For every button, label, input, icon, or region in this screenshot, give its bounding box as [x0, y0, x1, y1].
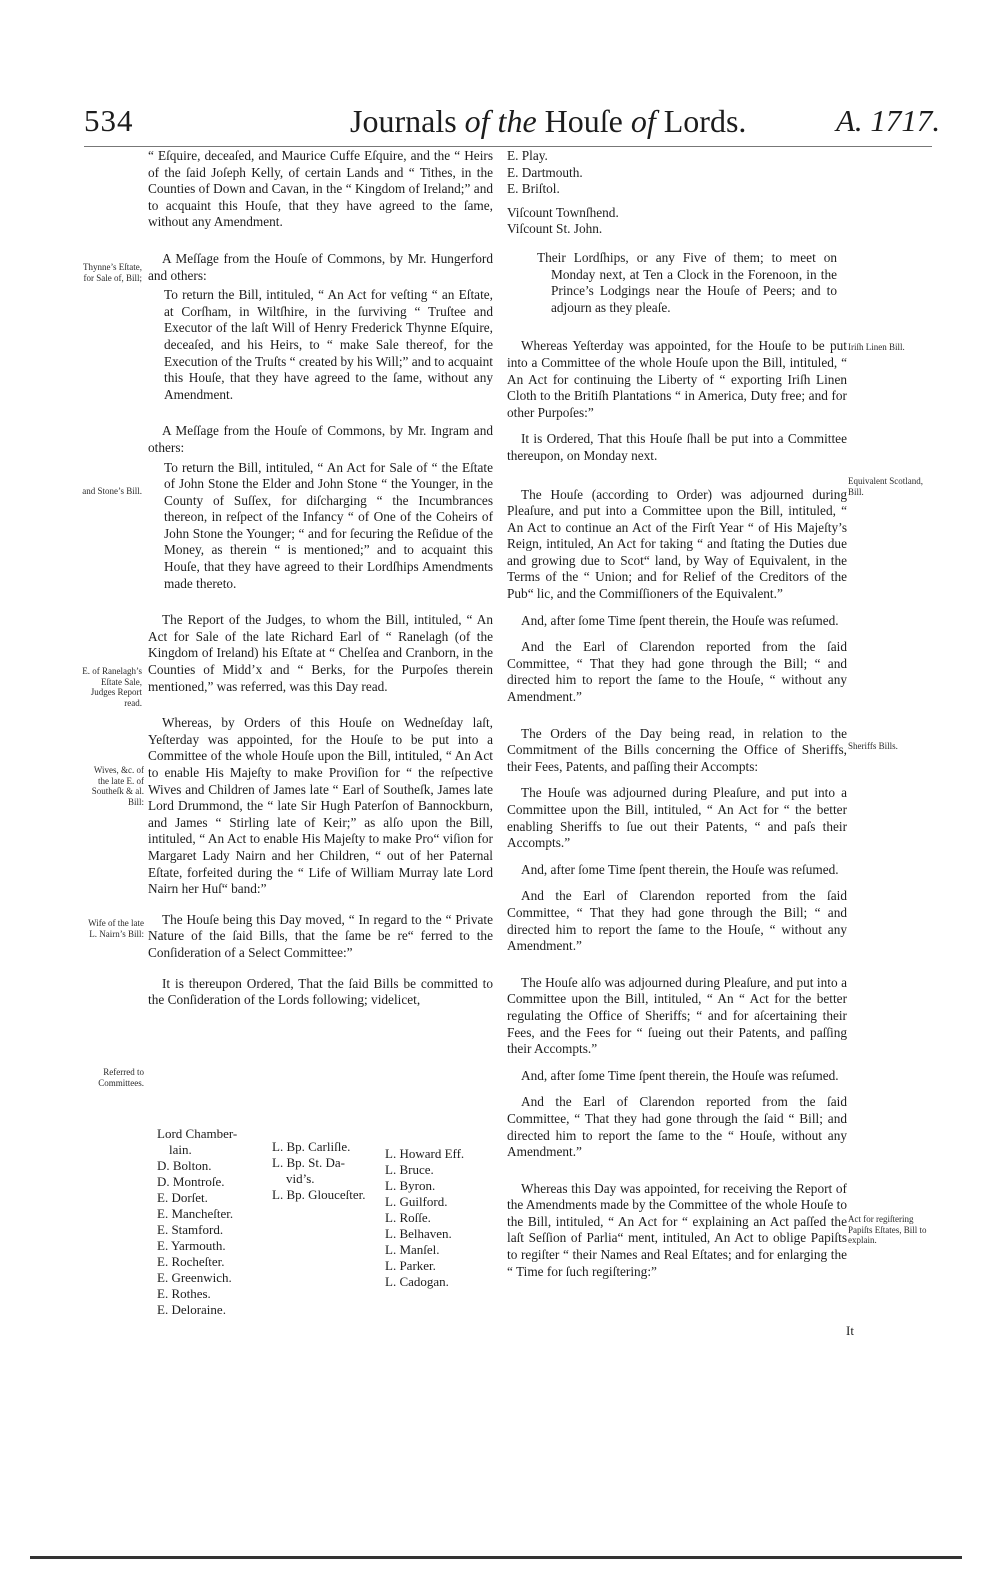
header-rule [84, 146, 932, 147]
left-para-5: To return the Bill, intituled, “ An Act for Sale of “ the Eſtate of John Stone the Elder and John Stone “ the Younger, in the County of Suſſex, for diſcharging “ the Incumbrances thereon, in reſpect of the Infancy “ of One of the Coheirs of John Stone the Younger; “ and for ſecuring the Reſidue of the Money, as therein “ is mentioned;” and to acquaint this Houſe, that they have agreed to their Lordſhips Amendments made thereto. [164, 459, 493, 591]
right-para-11: The Houſe alſo was adjourned during Pleaſure, and put into a Committee upon the Bill, intituled, “ An “ Act for the better regulating the Office of Sheriffs; “ and for aſcertaining their Fees, and the Fees for “ ſueing out their Patents, and paſſing their Accompts.” [507, 974, 847, 1057]
margin-note-thynne: Thynne’s Eſtate, for Sale of, Bill; [83, 262, 142, 283]
left-para-3: To return the Bill, intituled, “ An Act for veſting “ an Eſtate, at Corſham, in Wiltſhire, in the ſurviving “ Truſtee and Executor of the laſt Will of Henry Frederick Thynne Eſquire, deceaſed, and his Heirs, to “ make Sale thereof, for the Execution of the Truſts “ created by his Will;” and to acquaint this Houſe, that they have agreed to the ſame, without any Amendment. [164, 287, 493, 402]
lord-entry: E. Stamford. [157, 1222, 224, 1237]
lord-entry: L. Bp. Glouceſter. [272, 1187, 366, 1202]
lord-entry: E. Dartmouth. [507, 164, 583, 180]
lord-entry: L. Bp. Carliſle. [272, 1139, 351, 1154]
right-para-4: The Houſe (according to Order) was adjourned during Pleaſure, and put into a Committee upon the Bill, intituled, “ An Act to continue an Act of the Firſt Year “ of His Majeſty’s Reign, intituled, An Act for taking “ and ſtating the Duties due and growing due to Scot“ land, by Way of Equivalent, in the Terms of the “ Union; and for Relief of the Creditors of the Pub“ lic, and the Commiſſioners of the Equivalent.” [507, 486, 847, 602]
right-para-13: And the Earl of Clarendon reported from the ſaid Committee, “ That they had gone through the ſaid “ Bill; and directed him to report the ſame to the “ Houſe, without any Amendment.” [507, 1094, 847, 1160]
right-para-8: The Houſe was adjourned during Pleaſure, and put into a Committee upon the Bill, intituled, “ An Act for “ the better enabling Sheriffs to ſue out their Patents, “ and paſs their Accompts.” [507, 785, 847, 851]
lord-entry: L. Cadogan. [385, 1274, 449, 1289]
lord-entry: L. Parker. [385, 1258, 436, 1273]
lord-entry: L. Belhaven. [385, 1226, 452, 1241]
catchword: It [846, 1323, 854, 1338]
right-para-14: Whereas this Day was appointed, for receiving the Report of the Amendments made by the Committee of the whole Houſe to the Bill, intituled, “ An Act for “ explaining an Act paſſed the laſt Seſſion of Parlia“ ment, intituled, An Act to oblige Papiſts to regiſter “ their Names and Real Eſtates; and for enlarging the “ Time for ſuch regiſtering:” [507, 1180, 847, 1279]
margin-note-sheriffs: Sheriffs Bills. [848, 741, 898, 751]
lord-entry: E. Play. [507, 148, 548, 163]
right-para-1: Their Lordſhips, or any Five of them; to meet on Monday next, at Ten a Clock in the Forenoon, in the Prince’s Lodgings near the Houſe of Peers; and to adjourn as they pleaſe. [537, 249, 837, 315]
lord-entry: D. Montroſe. [157, 1174, 225, 1189]
page-year: A. 1717. [836, 103, 941, 138]
lords-column-3 [385, 1146, 464, 1290]
right-para-10: And the Earl of Clarendon reported from the ſaid Committee, “ That they had gone through the Bill; “ and directed him to report the ſame to the Houſe, “ without any Amendment.” [507, 888, 847, 954]
lord-entry: Viſcount St. John. [507, 221, 603, 237]
left-para-8: The Houſe being this Day moved, “ In regard to the “ Private Nature of the ſaid Bills, that the ſame be re“ ferred to the Conſideration of a Select Committee:” [148, 911, 493, 960]
lord-entry: E. Greenwich. [157, 1270, 232, 1285]
margin-note-equivalent: Equivalent Scotland, Bill. [848, 476, 923, 497]
lord-entry: Viſcount Townſhend. [507, 204, 619, 220]
lord-entry: E. Mancheſter. [157, 1206, 234, 1221]
lord-entry: lain. [169, 1142, 192, 1157]
lord-entry: L. Roſſe. [385, 1210, 431, 1225]
margin-note-ranelagh: E. of Ranelagh’s Eſtate Sale, Judges Report read. [82, 666, 142, 708]
bottom-rule [30, 1556, 962, 1559]
right-para-7: The Orders of the Day being read, in relation to the Commitment of the Bills concerning the Office of Sheriffs, their Fees, Patents, and paſſing their Accompts: [507, 725, 847, 774]
left-column [148, 148, 493, 1023]
lord-entry: E. Rothes. [157, 1286, 211, 1301]
right-para-5: And, after ſome Time ſpent therein, the Houſe was reſumed. [521, 612, 839, 628]
left-para-2: A Meſſage from the Houſe of Commons, by Mr. Hungerford and others: [148, 250, 493, 283]
lord-entry: D. Bolton. [157, 1158, 212, 1173]
title-part-4: of [630, 103, 656, 139]
lord-entry: vid’s. [286, 1171, 315, 1186]
left-para-6: The Report of the Judges, to whom the Bill, intituled, “ An Act for Sale of the late Richard Earl of “ Ranelagh (of the Kingdom of Ireland) his Eſtate at “ Chelſea and Cranborn, in the Counties of Midd’x and “ Berks, for the Purpoſes therein mentioned,” was referred, was this Day read. [148, 612, 493, 694]
lords-column-1 [157, 1126, 237, 1318]
left-para-7: Whereas, by Orders of this Houſe on Wedneſday laſt, Yeſterday was appointed, for the Houſe to be put into a Committee of the whole Houſe upon the Bill, intituled, “ An Act to enable His Majeſty to make Proviſion for “ the reſpective Wives and Children of James late “ Earl of Southeſk, James late Lord Drummond, the “ late Sir Hugh Paterſon of Bannockburn, and James “ Stirling late of Keir;” as alſo upon the Bill, intituled, “ An Act to enable His Majeſty to make Pro“ viſion for Margaret Lady Nairn and her Children, “ out of her Paternal Eſtate, forfeited during the “ Life of William Murray late Lord Nairn her Huſ“ band:” [148, 715, 493, 897]
lord-entry: E. Deloraine. [157, 1302, 226, 1317]
page-number: 534 [84, 103, 134, 138]
margin-note-wives: Wives, &c. of the late E. of Southeſk & al. Bill: [91, 765, 144, 807]
lord-entry: L. Byron. [385, 1178, 436, 1193]
title-part-1: Journals [350, 103, 465, 139]
lord-entry: L. Manſel. [385, 1242, 440, 1257]
left-para-4: A Meſſage from the Houſe of Commons, by Mr. Ingram and others: [148, 423, 493, 455]
lord-entry: L. Howard Eff. [385, 1146, 465, 1161]
running-title [350, 103, 746, 140]
right-column [507, 148, 847, 1294]
title-part-2: of the [464, 103, 537, 139]
lord-entry: L. Bp. St. Da- [272, 1155, 345, 1170]
lord-entry: E. Briſtol. [507, 181, 560, 197]
title-part-3: Houſe [536, 103, 631, 139]
lord-entry: E. Dorſet. [157, 1190, 208, 1205]
right-para-2: Whereas Yeſterday was appointed, for the Houſe to be put into a Committee of the whole Houſe upon the Bill, intituled, “ An Act for continuing the Liberty of “ exporting Iriſh Linen Cloth to the Britiſh Plantations “ in America, Duty free; and for other Purpoſes:” [507, 338, 847, 420]
lord-entry: Lord Chamber- [157, 1126, 238, 1141]
lord-entry: E. Yarmouth. [157, 1238, 226, 1253]
right-para-6: And the Earl of Clarendon reported from the ſaid Committee, “ That they had gone through the Bill; “ and directed him to report the ſame to the Houſe, “ without any Amendment.” [507, 639, 847, 705]
lord-entry: L. Guilford. [385, 1194, 448, 1209]
lords-top-list [507, 148, 847, 238]
margin-note-irish-linen: Iriſh Linen Bill. [848, 342, 905, 352]
lord-entry: L. Bruce. [385, 1162, 434, 1177]
right-para-12: And, after ſome Time ſpent therein, the Houſe was reſumed. [521, 1067, 839, 1083]
left-para-9: It is thereupon Ordered, That the ſaid Bills be committed to the Conſideration of the Lords following; videlicet, [148, 975, 493, 1008]
lord-entry: E. Rocheſter. [157, 1254, 225, 1269]
lords-column-2 [272, 1139, 366, 1203]
margin-note-referred: Referred to Committees. [98, 1067, 144, 1088]
right-para-9: And, after ſome Time ſpent therein, the Houſe was reſumed. [521, 861, 839, 877]
left-para-1: “ Eſquire, deceaſed, and Maurice Cuffe Eſquire, and the “ Heirs of the ſaid Joſeph Kelly, of certain Lands and “ Tithes, in the Counties of Down and Cavan, in the “ Kingdom of Ireland;” and to acquaint this Houſe, that they have agreed to the ſame, without any Amendment. [148, 148, 493, 230]
margin-note-papists: Act for regiſtering Papiſts Eſtates, Bill to explain. [848, 1214, 927, 1245]
margin-note-stone: and Stone’s Bill. [82, 486, 142, 496]
margin-note-nairn: Wife of the late L. Nairn’s Bill: [88, 918, 144, 939]
right-para-3: It is Ordered, That this Houſe ſhall be put into a Committee thereupon, on Monday next. [507, 431, 847, 463]
title-part-5: Lords. [655, 103, 747, 139]
